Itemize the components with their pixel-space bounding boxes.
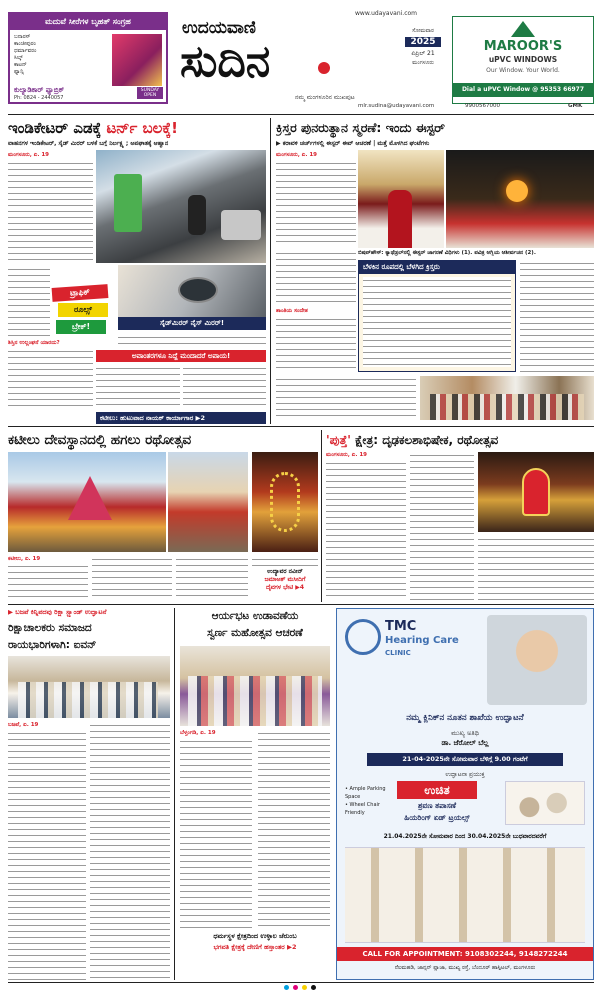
story3-photo-deity	[252, 452, 318, 552]
story4-body-col1	[326, 460, 406, 600]
story6-body-col2	[258, 730, 330, 928]
story1-bus	[114, 174, 142, 232]
tmc-ad[interactable]	[336, 608, 594, 980]
story1-red-banner: ಅವಾಂತರಗಳೂ ನಿದ್ದೆ ಮಂದಾದರೆ ಅಪಾಯ!	[96, 350, 266, 362]
story1-headline	[8, 118, 266, 138]
masthead-date-box	[405, 28, 441, 86]
story3-body-col1	[8, 563, 88, 599]
story1-headline-part2: ಟರ್ನ್ ಬಲಕ್ಕೆ!	[106, 119, 178, 137]
tmc-bullet-2-text: Wheel Chair Friendly	[345, 802, 380, 816]
left-ad-list	[14, 34, 106, 76]
story1-body-col2	[118, 334, 266, 348]
tmc-man-image	[487, 615, 587, 705]
story3-photo-temple	[168, 452, 248, 552]
tmc-products-image	[345, 847, 585, 943]
day-label: ಸೋಮವಾರ	[412, 28, 434, 34]
story4-headline	[326, 430, 594, 450]
story3-teaser[interactable]	[252, 568, 318, 600]
story1-dateline: ಮಂಗಳೂರು, ಏ. 19	[8, 152, 50, 158]
story1-photo-mirror	[118, 265, 266, 317]
story5-kicker-text: ಬಜಪೆ ಕಿನ್ನಿಪದವು ರಿಕ್ಷಾ ಸ್ಟ್ಯಾಂಡ್ ಉದ್ಘಾಟನೆ	[15, 608, 107, 616]
left-ad-phone: Ph: 0824 - 2440057	[14, 95, 64, 101]
website-url[interactable]: www.udayavani.com	[355, 10, 418, 17]
bishop-figure	[388, 190, 412, 248]
story2-body-col1b	[276, 250, 356, 306]
story5-headline-line1: ರಿಕ್ಷಾಚಾಲಕರು ಸಮಾಜದ	[8, 622, 92, 634]
masthead-divider	[8, 114, 594, 115]
story2-subhead	[276, 140, 594, 148]
story1-bike	[188, 195, 206, 235]
column-divider-3	[174, 608, 175, 980]
tmc-chief-guest: ಮುಖ್ಯ ಅತಿಥಿ	[451, 729, 479, 737]
right-ad-slogan: Our Window. Your World.	[486, 67, 560, 74]
story5-people	[18, 682, 158, 718]
story4-body-col2	[410, 452, 474, 600]
sticker-traffic: ಟ್ರಾಫಿಕ್	[52, 284, 109, 302]
story3-teaser-line2: ಜಮಾಅತ್ ಮಸೀದಿಗೆ	[264, 576, 306, 583]
right-ad-brand: MAROOR'S	[483, 39, 563, 54]
story6-teaser-line1: ಧರ್ಮಸ್ಥಳ ಕ್ಷೇತ್ರದಿಂದ ಉಳ್ಳಾಲ ಚೆರುಂಬ	[213, 932, 297, 940]
tmc-brand: TMC	[385, 619, 417, 634]
tmc-bullet-2: • Wheel Chair Friendly	[345, 802, 380, 816]
story4-body-col3	[478, 536, 594, 600]
left-ad-sunday: SUNDAY OPEN	[137, 87, 163, 99]
story3-teaser-page: 4	[299, 584, 305, 591]
reg-dot-icon	[302, 985, 307, 990]
row-divider-2	[8, 604, 594, 605]
reg-dot-icon	[293, 985, 298, 990]
tagline: ನಮ್ಮ ಮಂಗಳೂರಿನ ಮುಖಪುಟ	[295, 94, 355, 101]
story6-teaser-arrow-icon: ▶	[286, 943, 292, 951]
left-ad[interactable]	[8, 12, 168, 104]
deity-garland	[270, 472, 300, 532]
edition-code: GMK	[568, 103, 583, 109]
story6-teaser-line2	[180, 943, 330, 952]
column-divider-2	[321, 430, 322, 602]
story4-headline-part1: 'ಪುತ್ತೆ'	[326, 433, 351, 447]
saree-model-image	[112, 34, 162, 86]
story2-body-col3	[520, 260, 594, 372]
contact-bar	[180, 103, 594, 113]
story4-headline-part2: ಕ್ಷೇತ್ರ: ದೃಢಕಲಶಾಭಿಷೇಕ, ರಥೋತ್ಸವ	[350, 433, 499, 447]
sticker-break: ಬ್ರೇಕ್!	[56, 320, 106, 334]
story1-car	[221, 210, 261, 240]
date: ಏಪ್ರಿಲ್ 21	[411, 50, 435, 57]
masthead-title: ಸುದಿನ	[180, 36, 271, 87]
masthead-dot-icon	[318, 62, 330, 74]
story6-teaser-line2-text: ಭಗವತಿ ಕ್ಷೇತ್ರಕ್ಕೆ ದೇಣಿಗೆ ಹಸ್ತಾಂತರ	[213, 943, 285, 951]
story4-idol	[522, 468, 550, 516]
story1-strap[interactable]	[96, 412, 266, 424]
story2-box-title: ಬೆಳಕಿನ ರೂಪದಲ್ಲಿ ಬೆಳಗಿದ ಕ್ರಿಸ್ತರು	[359, 261, 515, 274]
story6-teaser[interactable]	[180, 932, 330, 972]
story5-body-col1	[8, 730, 86, 980]
story2-body-col1	[276, 160, 356, 246]
story5-body-col2	[90, 722, 170, 980]
story1-sticker	[52, 286, 112, 340]
story5-photo-event	[8, 656, 170, 718]
tmc-free-line2: ಹಿಯರಿಂಗ್ ಏಡ್ ಟ್ರಯಲ್ಸ್	[404, 813, 470, 822]
left-ad-item: ಧರ್ಮಾವರಂ	[14, 48, 37, 54]
story2-photo-bishop	[358, 150, 444, 248]
tmc-bullets	[345, 785, 397, 817]
crowd-figures	[430, 394, 584, 420]
story5-kicker-arrow-icon: ▶	[8, 608, 16, 616]
story2-body-col2b	[276, 376, 416, 420]
tmc-address: ನೆಲಮಹಡಿ, ಜಾನ್ಸನ್ ಪ್ಲಾಜಾ, ಮುಖ್ಯ ರಸ್ತೆ, ಬೆಂದೂರ್ ಹಾಸ್ಪಿಟಲ್, ಮಂಗಳೂರು	[394, 965, 536, 971]
contact-phone[interactable]: 9900567000	[465, 103, 500, 109]
left-ad-item: ಕಾಂಚೀಪುರಂ	[14, 41, 36, 47]
story3-teaser-line3-text: ದೈವಗಳ ಭೇಟಿ	[265, 584, 294, 591]
story2-photo-fire	[446, 150, 594, 248]
story4-photo-deity	[478, 452, 594, 532]
story1-body-col1	[8, 160, 93, 263]
story3-headline: ಕಟೀಲು ದೇವಸ್ಥಾನದಲ್ಲಿ ಹಗಲು ರಥೋತ್ಸವ	[8, 432, 192, 448]
tmc-offer-label: ಉದ್ಘಾಟನಾ ಪ್ರಯುಕ್ತ	[445, 771, 485, 778]
maroors-logo-icon	[511, 21, 535, 37]
story3-dateline: ಕಟೀಲು, ಏ. 19	[8, 556, 41, 562]
row-divider-1	[8, 426, 594, 427]
reg-dot-icon	[311, 985, 316, 990]
column-divider-1	[270, 118, 271, 424]
story2-box-body	[363, 277, 511, 367]
tmc-announce: ನಮ್ಮ ಕ್ಲಿನಿಕ್‌ನ ನೂತನ ಶಾಖೆಯ ಉದ್ಘಾಟನೆ	[406, 713, 524, 723]
story2-photo-crowd	[420, 376, 594, 420]
story5-kicker	[8, 608, 170, 617]
story5-dateline: ಬಜಪೆ, ಏ. 19	[8, 722, 39, 728]
story6-teaser-page: 2	[291, 943, 297, 951]
tmc-title-line2: CLINIC	[385, 649, 411, 657]
fire-glow	[506, 180, 528, 202]
story2-side-heading: ಶಾಂತಿಯ ಸಂದೇಶ	[276, 308, 308, 314]
story1-strap-arrow-icon: ▶	[195, 414, 201, 422]
story3-body-col4	[252, 556, 318, 566]
story1-strap-text: ಕಟೀಲು: ಹುಟುವಾದ ನಾಯಕ್ ಕಾರ್ಯಾಗಾರ	[100, 414, 194, 422]
story2-box	[358, 260, 516, 372]
story6-headline-line1: ಆರ್ಯಭಟ ಉಡಾವಣೆಯ	[211, 610, 299, 622]
sticker-rules: ರೂಲ್ಸ್	[58, 303, 108, 317]
story3-body-col2	[92, 556, 172, 599]
right-ad-cta: Dial a uPVC Window @ 95353 66977	[453, 83, 593, 97]
left-ad-heading: ಮದುವೆ ಸೀರೆಗಳ ಬೃಹತ್ ಸಂಗ್ರಹ	[10, 14, 166, 30]
story1-subhead: ವಾಹನಗಳ ಇಂಡಿಕೇಟರ್, ಸೈಡ್ ಮಿರರ್ ಬಳಕೆ ಬಗ್ಗೆ ನಿರ್ಲಕ್ಷ್ಯ ; ಅಪಘಾತಕ್ಕೆ ಆಹ್ವಾನ	[8, 140, 169, 147]
story3-teaser-arrow-icon: ▶	[295, 584, 300, 591]
story6-dateline: ಬೆಳ್ತಂಗಡಿ, ಏ. 19	[180, 730, 216, 736]
story1-strap-page: 2	[200, 414, 206, 422]
story2-caption: ಬಿಷಪ್‌ಹೌಸ್: ಕ್ಯಾಥೆಡ್ರಲ್‌ನಲ್ಲಿ ಈಸ್ಟರ್ ಜಾಗರಣೆ ವಿಧಿಗಳು (1). ಪವಿತ್ರ ಅಗ್ನಿಯ ಆಶೀರ್ವಚನ (2).	[358, 250, 536, 256]
tmc-period: 21.04.2025ನೇ ಸೋಮವಾರ ದಿಂದ 30.04.2025ನೇ ಬುಧವಾರದವರೆಗೆ	[383, 833, 547, 840]
tmc-date-line: 21-04-2025ನೇ ಸೋಮವಾರ ಬೆಳಿಗ್ಗೆ 9.00 ಗಂಟೆಗೆ	[367, 753, 563, 766]
story3-photo-chariot	[8, 452, 166, 552]
story5-headline-line2: ರಾಯಭಾರಿಗಳಾಗಿ: ಐವನ್	[8, 639, 97, 651]
tmc-bullet-1: • Ample Parking Space	[345, 786, 386, 800]
left-ad-shop-name: ಕುಲ್ಯಾಡಿಕಾರ್ ಫ್ಯಾಬ್ರಿಕ್	[14, 86, 65, 94]
left-ad-item: ಫ್ಯಾನ್ಸಿ	[14, 69, 24, 75]
story4-dateline: ಮಂಗಳೂರು, ಏ. 19	[326, 452, 368, 458]
story6-photo-ceremony	[180, 646, 330, 726]
left-ad-item: ಸಿಲ್ಕ್	[14, 55, 23, 61]
story1-side-heading: ಶಿಸ್ತಿನ ಉಲ್ಲಂಘನೆ ಯಾರದು?	[8, 340, 60, 346]
tmc-free-line1: ಶ್ರವಣ ತಪಾಸಣೆ	[417, 801, 457, 810]
story1-body-col3	[96, 365, 180, 409]
reg-dot-icon	[284, 985, 289, 990]
right-ad-product: uPVC WINDOWS	[488, 55, 558, 64]
story2-headline: ಕ್ರಿಸ್ತರ ಪುನರುತ್ಥಾನ ಸ್ಮರಣೆ: ಇಂದು ಈಸ್ಟರ್	[276, 120, 445, 135]
left-ad-item: ಕಾಟನ್	[14, 62, 27, 68]
story1-body-col1c	[8, 348, 93, 410]
story2-body-col1c	[276, 316, 356, 372]
tmc-appointment: CALL FOR APPOINTMENT: 9108302244, 9148272244	[337, 947, 593, 961]
story6-body-col1	[180, 738, 252, 928]
page-bottom-rule	[8, 982, 594, 983]
color-registration-marks	[100, 985, 500, 992]
story3-teaser-line3	[252, 584, 318, 592]
chariot-icon	[68, 476, 112, 520]
story6-people	[188, 676, 322, 726]
story2-subhead-text: ಕರಾವಳಿ ಚರ್ಚ್‌ಗಳಲ್ಲಿ ಈಸ್ಟರ್ ಈವ್ ಆಚರಣೆ | ಮತ್ತೆ ಮೊಳಗಿದ ಘಂಟೆಗಳು	[282, 140, 430, 147]
tmc-free-word: ಉಚಿತ	[397, 781, 477, 799]
story1-headline-part1: ಇಂಡಿಕೇಟರ್ ಎಡಕ್ಕೆ	[8, 119, 107, 137]
tmc-logo-icon	[345, 619, 381, 655]
story2-dateline: ಮಂಗಳೂರು, ಏ. 19	[276, 152, 318, 158]
tmc-doctor: ಡಾ. ಜೆರೋಲ್ ಬೆಲ್ಲ	[441, 739, 489, 747]
tmc-bullet-1-text: Ample Parking Space	[345, 786, 386, 800]
story3-body-col3	[176, 556, 248, 599]
mirror-icon	[178, 277, 218, 303]
contact-email[interactable]: mlr.sudina@udayavani.com	[358, 103, 435, 109]
story1-body-col4	[183, 365, 266, 409]
tmc-title-line1: Hearing Care	[385, 635, 459, 646]
story1-body-col1b	[8, 266, 50, 338]
brand-small: ಉದಯವಾಣಿ	[182, 18, 256, 38]
story1-photo-traffic	[96, 150, 266, 263]
year: 2025	[405, 37, 441, 47]
story6-headline-line2: ಸ್ವರ್ಣ ಮಹೋತ್ಸವ ಆಚರಣೆ	[207, 627, 303, 639]
story2-subhead-arrow-icon: ▶	[276, 140, 283, 147]
left-ad-item: ಬನಾರಸ್	[14, 34, 31, 40]
right-ad[interactable]	[452, 16, 594, 104]
city-tag: ಮಂಗಳೂರು	[412, 60, 434, 66]
story1-photo-label: ಸೈಡ್‌ಮಿರರ್ ನೈಸ್ ಮಿರರ್!	[118, 317, 266, 330]
story3-teaser-line1: ಉದ್ಯಾವರ ನವೀನ್	[267, 568, 303, 575]
tmc-hearing-aid-image	[505, 781, 585, 825]
